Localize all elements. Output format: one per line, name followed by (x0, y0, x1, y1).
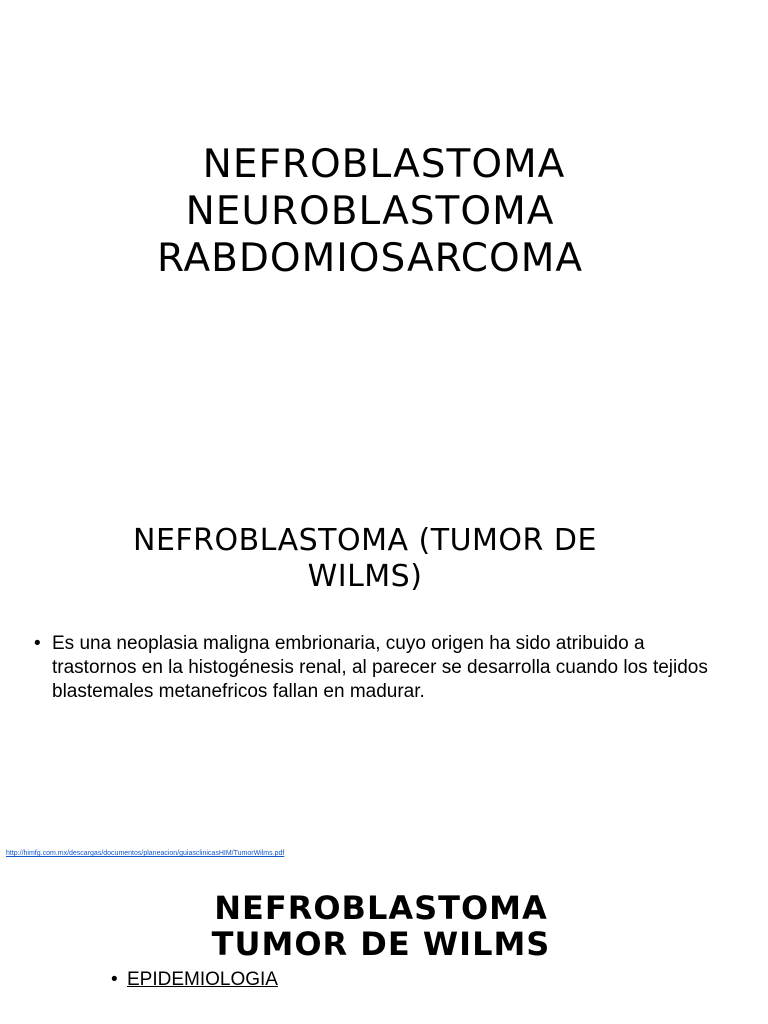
title-line: WILMS) (307, 559, 423, 594)
slide-3 (0, 860, 768, 1024)
slide-3-bullet-list (111, 968, 278, 992)
bullet-icon: • (34, 633, 41, 654)
slide-1-title (0, 142, 740, 282)
slide-1 (0, 0, 768, 400)
list-item (111, 968, 278, 992)
list-item (34, 632, 714, 704)
title-line: NEFROBLASTOMA (TUMOR DE (133, 523, 597, 558)
slide-2 (0, 400, 768, 860)
slide-2-title (0, 523, 730, 595)
slide-3-title (0, 890, 762, 962)
title-line: NEUROBLASTOMA (185, 188, 555, 234)
source-link[interactable]: http://himfg.com.mx/descargas/documentos/planeacion/guiasclinicasHIM/TumorWilms.pdf (6, 850, 285, 857)
bullet-text-epidemiologia[interactable]: EPIDEMIOLOGIA (127, 969, 278, 990)
slide-2-bullet-list (34, 632, 714, 704)
bullet-icon: • (111, 969, 118, 990)
bullet-text: Es una neoplasia maligna embrionaria, cuyo origen ha sido atribuido a trastornos en la histogénesis renal, al parecer se desarrolla cuando los tejidos blastemales metanefricos fallan en madurar. (52, 633, 708, 702)
title-line: NEFROBLASTOMA (202, 142, 566, 187)
title-line: RABDOMIOSARCOMA (156, 235, 584, 281)
title-line: NEFROBLASTOMA (214, 889, 548, 927)
title-line: TUMOR DE WILMS (211, 925, 551, 964)
